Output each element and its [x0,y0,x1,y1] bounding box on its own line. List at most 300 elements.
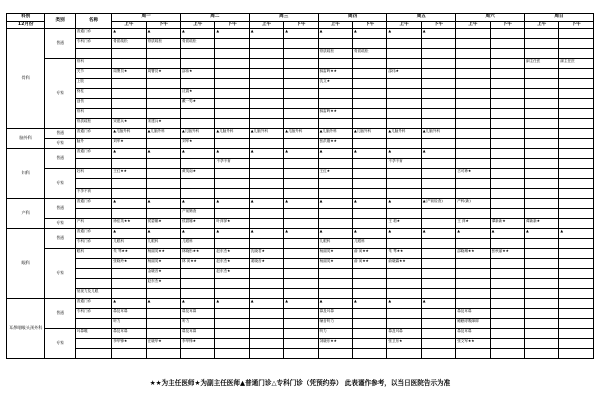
schedule-cell [559,239,594,249]
schedule-cell [284,139,318,149]
clinic-name: 骨科 [75,109,111,119]
schedule-cell [490,259,524,269]
clinic-name: 低视力及儿眼 [75,289,111,299]
schedule-cell [181,269,215,279]
schedule-cell [456,129,490,139]
schedule-cell: 刘军★ [181,139,215,149]
schedule-cell [249,49,283,59]
schedule-cell [284,69,318,79]
schedule-cell: 儿眼科 [318,239,352,249]
schedule-cell: ▲ [181,299,215,309]
schedule-cell [490,299,524,309]
table-row [7,199,594,209]
clinic-name: 专科门诊 [75,309,111,319]
schedule-cell [490,279,524,289]
schedule-cell: ▲ [284,149,318,159]
schedule-cell [249,39,283,49]
schedule-cell [387,89,421,99]
schedule-cell: 张洪刚★★ [318,139,352,149]
table-row [7,99,594,109]
schedule-cell [284,269,318,279]
schedule-cell [284,279,318,289]
schedule-cell: ▲ [352,299,386,309]
schedule-cell [112,99,146,109]
schedule-cell [524,279,558,289]
schedule-cell [112,349,146,359]
header-pm: 下午 [421,22,455,29]
schedule-cell [215,349,249,359]
schedule-cell [284,309,318,319]
schedule-cell [421,49,455,59]
schedule-cell: 薛雷晖★★ [318,69,352,79]
schedule-cell [456,69,490,79]
schedule-cell: 赵东杰★ [146,279,180,289]
clinic-name [75,349,111,359]
schedule-cell: ▲ [146,149,180,159]
header-pm: 下午 [215,22,249,29]
schedule-cell [524,129,558,139]
schedule-cell [284,219,318,229]
schedule-cell [490,289,524,299]
clinic-name: 脊柱 [75,89,111,99]
schedule-cell [181,179,215,189]
schedule-cell: 李华锋★ [181,339,215,349]
schedule-cell: 鼻及耳鼻 [181,309,215,319]
schedule-cell: 黄英南★ [181,169,215,179]
table-row [7,169,594,179]
schedule-cell [387,49,421,59]
clinic-name: 骨科 [75,59,111,69]
schedule-cell [524,199,558,209]
table-row [7,79,594,89]
schedule-cell [146,59,180,69]
schedule-cell [456,29,490,39]
schedule-cell [490,209,524,219]
schedule-cell [249,289,283,299]
schedule-cell [456,119,490,129]
schedule-cell [112,59,146,69]
schedule-cell [146,329,180,339]
schedule-cell [559,329,594,339]
header-pm: 下午 [146,22,180,29]
schedule-cell: 邵晓琳★★ [456,249,490,259]
schedule-cell [490,49,524,59]
schedule-cell [524,269,558,279]
clinic-name: 普通门诊 [75,199,111,209]
schedule-cell: 骨质疏松 [352,49,386,59]
schedule-cell [181,159,215,169]
schedule-cell [249,329,283,339]
schedule-cell [559,89,594,99]
clinic-name [75,209,111,219]
header-day-mon: 周一 [112,14,181,22]
schedule-cell [215,89,249,99]
schedule-cell [559,309,594,319]
schedule-cell: ▲ [352,199,386,209]
schedule-cell [352,219,386,229]
schedule-cell: ▲ [318,299,352,309]
schedule-cell: ▲ [421,229,455,239]
clinic-roster-table [6,13,594,359]
schedule-cell [456,279,490,289]
dept-name: 眼科 [7,229,45,299]
clinic-name: 关节 [75,69,111,79]
schedule-cell [559,189,594,199]
schedule-cell: ▲儿脑外科 [181,129,215,139]
schedule-cell: ▲ [249,299,283,309]
schedule-cell: 赵东杰★ [215,269,249,279]
schedule-cell [387,239,421,249]
category-label: 普通 [45,29,75,59]
schedule-cell [490,179,524,189]
schedule-cell [146,309,180,319]
clinic-name [75,339,111,349]
schedule-cell [421,99,455,109]
schedule-cell [318,269,352,279]
schedule-cell [387,309,421,319]
schedule-cell: 沈文★ [318,79,352,89]
schedule-cell: 俞 寅★★ [352,259,386,269]
schedule-cell [146,349,180,359]
schedule-cell: 李华锋★ [112,339,146,349]
schedule-cell: ▲ [421,299,455,309]
schedule-cell [559,159,594,169]
schedule-cell [559,319,594,329]
schedule-cell [421,319,455,329]
schedule-cell [181,79,215,89]
schedule-cell [490,349,524,359]
schedule-cell: ▲ [352,149,386,159]
category-label: 专家 [45,139,75,149]
schedule-cell [249,179,283,189]
schedule-cell [559,179,594,189]
clinic-name: 普通门诊 [75,229,111,239]
schedule-cell [215,179,249,189]
schedule-cell [387,189,421,199]
schedule-cell [490,159,524,169]
category-label: 专家 [45,59,75,129]
schedule-cell [215,139,249,149]
schedule-cell [181,349,215,359]
schedule-cell [318,119,352,129]
schedule-cell [215,109,249,119]
schedule-cell [352,139,386,149]
schedule-cell [456,139,490,149]
schedule-cell [490,319,524,329]
schedule-cell: 杨丽英★★ [146,249,180,259]
schedule-cell [559,79,594,89]
header-day-sun: 周日 [524,14,593,22]
schedule-cell [456,189,490,199]
schedule-cell [490,119,524,129]
schedule-cell [421,249,455,259]
schedule-cell: 儿眼科 [146,239,180,249]
table-row [7,189,594,199]
schedule-cell: ▲ [215,229,249,239]
schedule-cell [249,159,283,169]
schedule-cell: ▲ [146,229,180,239]
schedule-cell [490,29,524,39]
table-row [7,349,594,359]
schedule-cell [421,289,455,299]
schedule-cell: 朱 琴★★ [387,249,421,259]
category-label: 专家 [45,329,75,359]
schedule-cell: 姜晓音★ [249,259,283,269]
schedule-cell: ▲ [112,229,146,239]
schedule-cell [524,29,558,39]
schedule-cell [352,309,386,319]
schedule-cell: ▲ [421,149,455,159]
schedule-cell: ▲ [387,29,421,39]
table-row [7,39,594,49]
schedule-cell [181,49,215,59]
schedule-cell [249,209,283,219]
schedule-cell [146,179,180,189]
schedule-cell [215,289,249,299]
table-row [7,309,594,319]
schedule-cell [352,119,386,129]
schedule-cell [352,109,386,119]
schedule-cell: ▲ [112,199,146,209]
schedule-cell [112,289,146,299]
schedule-cell: 侯碧娜★ [181,219,215,229]
schedule-cell: 沈晓君★ [249,249,283,259]
schedule-cell [352,99,386,109]
schedule-cell [490,79,524,89]
schedule-cell [318,349,352,359]
schedule-cell [215,209,249,219]
schedule-cell [524,289,558,299]
schedule-cell [215,39,249,49]
schedule-cell [146,79,180,89]
schedule-cell [421,109,455,119]
clinic-name [75,269,111,279]
schedule-cell [387,209,421,219]
schedule-cell [559,39,594,49]
schedule-cell [421,119,455,129]
schedule-cell [352,329,386,339]
schedule-cell: ▲儿脑外科 [421,129,455,139]
schedule-cell [559,339,594,349]
schedule-cell: 张秋丽★★ [490,249,524,259]
schedule-cell [524,119,558,129]
schedule-cell [524,309,558,319]
schedule-cell [318,279,352,289]
schedule-cell: ▲ [284,199,318,209]
schedule-cell: ▲儿脑外科 [215,129,249,139]
schedule-cell: 叶萍萍★ [215,219,249,229]
schedule-cell: 听力 [181,319,215,329]
schedule-cell [215,79,249,89]
schedule-cell: ▲儿脑外科 [387,129,421,139]
schedule-cell [421,259,455,269]
schedule-cell [387,179,421,189]
schedule-cell [146,209,180,219]
schedule-cell [490,139,524,149]
schedule-cell [421,279,455,289]
header-day-fri: 周五 [387,14,456,22]
schedule-cell [112,79,146,89]
schedule-cell [146,169,180,179]
schedule-cell [421,309,455,319]
schedule-cell [456,159,490,169]
schedule-cell [456,59,490,69]
schedule-cell [559,209,594,219]
table-row [7,49,594,59]
category-label: 普通 [45,129,75,139]
schedule-cell [215,339,249,349]
clinic-name [75,279,111,289]
schedule-cell [524,179,558,189]
schedule-cell [249,309,283,319]
schedule-cell [249,239,283,249]
schedule-cell [559,219,594,229]
schedule-cell: ▲儿脑外科 [284,129,318,139]
schedule-cell: 邵伟★ [387,69,421,79]
schedule-cell [524,39,558,49]
schedule-cell [352,69,386,79]
schedule-cell: 宋建兵★ [146,119,180,129]
schedule-cell [249,59,283,69]
schedule-cell [352,39,386,49]
schedule-cell: ▲ [387,299,421,309]
schedule-cell [421,329,455,339]
header-name: 名称 [75,14,111,29]
schedule-cell [284,89,318,99]
schedule-cell [559,259,594,269]
schedule-cell [559,199,594,209]
schedule-cell [456,149,490,159]
schedule-cell: 侯碧娜★ [146,219,180,229]
schedule-cell [215,49,249,59]
schedule-cell [181,59,215,69]
schedule-cell: ▲ [249,29,283,39]
schedule-cell [456,79,490,89]
schedule-cell [524,239,558,249]
table-row [7,299,594,309]
schedule-cell [559,249,594,259]
schedule-cell: 鼻及耳鼻 [456,329,490,339]
table-row [7,279,594,289]
schedule-cell [284,329,318,339]
clinic-name: 脑外 [75,139,111,149]
table-row [7,269,594,279]
schedule-cell: ▲ [112,149,146,159]
schedule-cell [318,209,352,219]
header-category: 类别 [45,14,75,29]
schedule-cell: 杨丽英★ [146,259,180,269]
schedule-cell [112,89,146,99]
schedule-cell [524,209,558,219]
schedule-cell [249,79,283,89]
schedule-cell: ▲ [181,29,215,39]
clinic-name: 眼科 [75,249,111,259]
schedule-cell [559,289,594,299]
schedule-cell [352,339,386,349]
schedule-cell [456,289,490,299]
schedule-cell [318,99,352,109]
schedule-cell: 骨质疏松 [146,39,180,49]
header-day-sat: 周六 [456,14,525,22]
schedule-cell: ▲ [421,29,455,39]
schedule-cell [421,159,455,169]
schedule-cell [559,269,594,279]
schedule-cell [421,349,455,359]
schedule-cell [559,109,594,119]
schedule-cell: 谭新新★ [490,219,524,229]
clinic-name [75,259,111,269]
schedule-cell: 嗓音听力 [318,319,352,329]
schedule-cell: ▲ [524,229,558,239]
schedule-cell: ▲ [215,299,249,309]
schedule-cell [524,319,558,329]
schedule-cell [524,349,558,359]
schedule-cell [387,349,421,359]
schedule-cell: 林晓彤★★ [181,249,215,259]
schedule-cell [490,39,524,49]
schedule-cell: ▲ [387,149,421,159]
schedule-cell: ▲ [181,149,215,159]
clinic-name: 产科 [75,219,111,229]
schedule-cell [490,169,524,179]
header-day-thu: 周四 [318,14,387,22]
schedule-cell [215,59,249,69]
schedule-cell: 王 莉★ [387,219,421,229]
header-am: 上午 [249,22,283,29]
schedule-cell [284,259,318,269]
table-row [7,149,594,159]
schedule-cell: 鼻及耳鼻 [318,309,352,319]
schedule-cell [215,319,249,329]
schedule-cell [146,289,180,299]
table-row [7,239,594,249]
schedule-cell [284,179,318,189]
schedule-cell [249,109,283,119]
table-row [7,109,594,119]
schedule-cell: ▲ [284,299,318,309]
table-row [7,319,594,329]
schedule-cell [181,189,215,199]
schedule-cell [249,319,283,329]
schedule-cell [318,189,352,199]
schedule-cell [387,99,421,109]
schedule-cell [112,49,146,59]
schedule-cell [524,259,558,269]
clinic-name: 专科门诊 [75,39,111,49]
schedule-cell [456,209,490,219]
clinic-name: 普通门诊 [75,129,111,139]
schedule-cell: 听力 [318,329,352,339]
schedule-cell: 张文军★★ [456,339,490,349]
schedule-cell: ▲ [215,29,249,39]
schedule-cell [284,49,318,59]
schedule-cell [421,209,455,219]
schedule-cell [215,239,249,249]
schedule-cell [421,179,455,189]
schedule-cell [249,139,283,149]
schedule-cell [524,99,558,109]
schedule-cell [421,139,455,149]
schedule-cell: ▲ [318,199,352,209]
schedule-cell: 俞晓霖★★ [387,259,421,269]
schedule-cell: 周署员★ [146,69,180,79]
schedule-cell: 朱 琴★★ [112,249,146,259]
schedule-cell: ▲ [181,199,215,209]
header-pm: 下午 [352,22,386,29]
table-row [7,129,594,139]
schedule-cell [490,89,524,99]
schedule-cell [559,69,594,79]
